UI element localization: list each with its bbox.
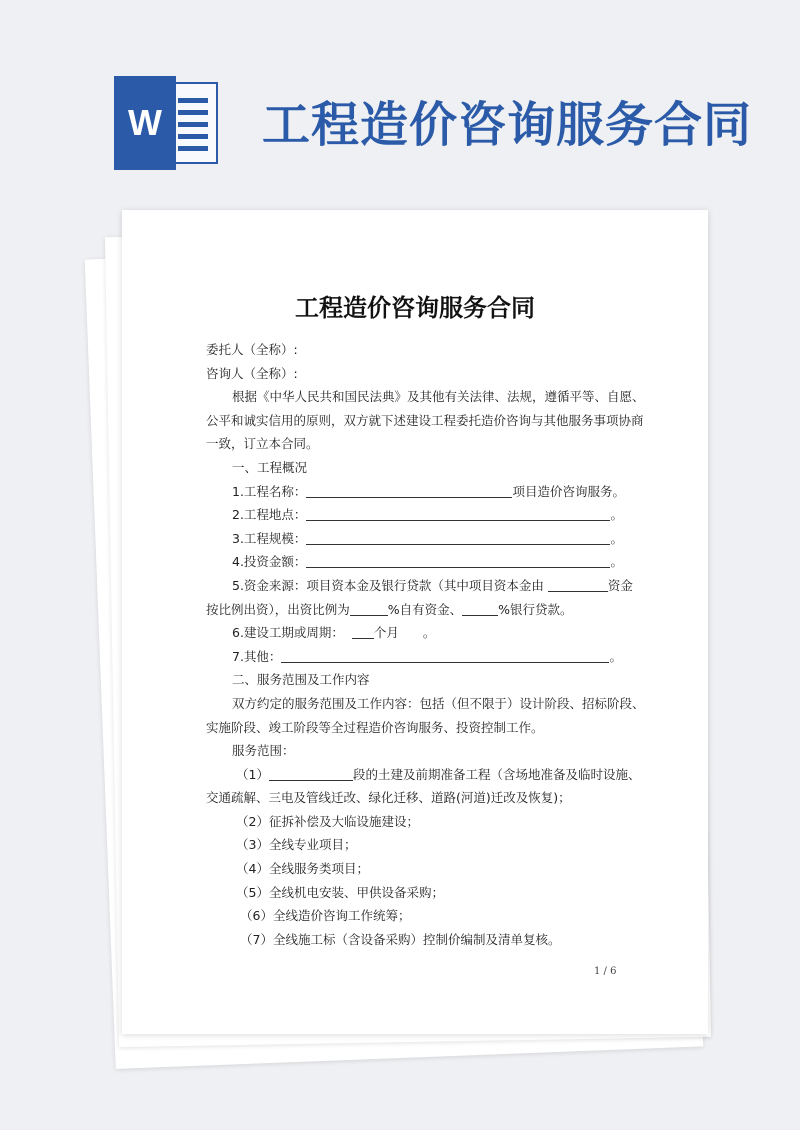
project-location-line: 2.工程地点： 。 — [232, 507, 623, 523]
client-line: 委托人（全称）: — [206, 342, 298, 357]
consultant-line: 咨询人（全称）: — [206, 365, 298, 381]
intro-line: 公平和诚实信用的原则，双方就下述建设工程委托造价咨询与其他服务事项协商 — [206, 412, 644, 428]
funding-line: 5.资金来源：项目资本金及银行贷款（其中项目资本金由 资金 — [232, 577, 633, 593]
project-scale-blank[interactable] — [306, 530, 610, 545]
investment-blank[interactable] — [306, 553, 610, 568]
investment-line: 4.投资金额： 。 — [232, 554, 623, 570]
self-funding-ratio-blank[interactable] — [350, 601, 388, 616]
scope-desc-line: 双方约定的服务范围及工作内容：包括（但不限于）设计阶段、招标阶段、 — [232, 695, 645, 711]
section2-heading: 二、服务范围及工作内容 — [232, 672, 370, 688]
document-body — [206, 338, 645, 951]
document-page — [122, 210, 708, 1034]
intro-line: 根据《中华人民共和国民法典》及其他有关法律、法规，遵循平等、自愿、 — [232, 389, 645, 405]
period-line: 6.建设工期或周期： 个月 。 — [232, 625, 436, 641]
project-name-label: 1.工程名称： — [232, 483, 307, 499]
other-label: 7.其他： — [232, 648, 282, 664]
investment-label: 4.投资金额： — [232, 554, 307, 570]
intro-line: 一致，订立本合同。 — [206, 436, 319, 452]
banner-title: 工程造价咨询服务合同 — [262, 97, 753, 153]
section1-heading: 一、工程概况 — [232, 459, 308, 475]
word-icon — [114, 76, 218, 170]
other-line: 7.其他： 。 — [232, 648, 622, 664]
project-name-suffix: 项目造价咨询服务。 — [512, 483, 625, 499]
project-scale-label: 3.工程规模： — [232, 530, 307, 546]
scope-label: 服务范围： — [232, 743, 295, 759]
project-name-line — [206, 480, 626, 504]
scope-desc-line: 实施阶段、竣工阶段等全过程造价咨询服务、投资控制工作。 — [206, 719, 544, 735]
project-location-label: 2.工程地点： — [232, 507, 307, 523]
banner — [0, 0, 800, 190]
page-number: 1 / 6 — [594, 966, 617, 977]
scope-item: （6）全线造价咨询工作统筹； — [240, 908, 411, 924]
scope-item: （2）征拆补偿及大临设施建设； — [236, 813, 419, 829]
scope-item-1-cont: 交通疏解、三电及管线迁改、绿化迁移、道路(河道)迁改及恢复)； — [206, 790, 571, 806]
other-blank[interactable] — [281, 648, 609, 663]
scope-item: （7）全线施工标（含设备采购）控制价编制及清单复核。 — [240, 931, 561, 947]
funding-ratio-line: 按比例出资），出资比例为 %自有资金、 %银行贷款。 — [206, 601, 573, 617]
funding-source-blank[interactable] — [548, 577, 608, 592]
period-blank[interactable] — [352, 624, 374, 639]
scope-item-1: （1） 段的土建及前期准备工程（含场地准备及临时设施、 — [236, 766, 641, 782]
scope-item: （4）全线服务类项目； — [236, 861, 369, 877]
project-scale-line: 3.工程规模： 。 — [232, 530, 623, 546]
loan-ratio-blank[interactable] — [462, 601, 498, 616]
scope-item: （3）全线专业项目； — [236, 837, 357, 853]
word-letter: W — [114, 76, 176, 170]
project-location-blank[interactable] — [306, 506, 610, 521]
document-title: 工程造价咨询服务合同 — [295, 294, 535, 322]
scope-item: （5）全线机电安装、甲供设备采购； — [236, 884, 444, 900]
scope-section-blank[interactable] — [269, 766, 353, 781]
project-name-blank[interactable] — [306, 483, 512, 498]
